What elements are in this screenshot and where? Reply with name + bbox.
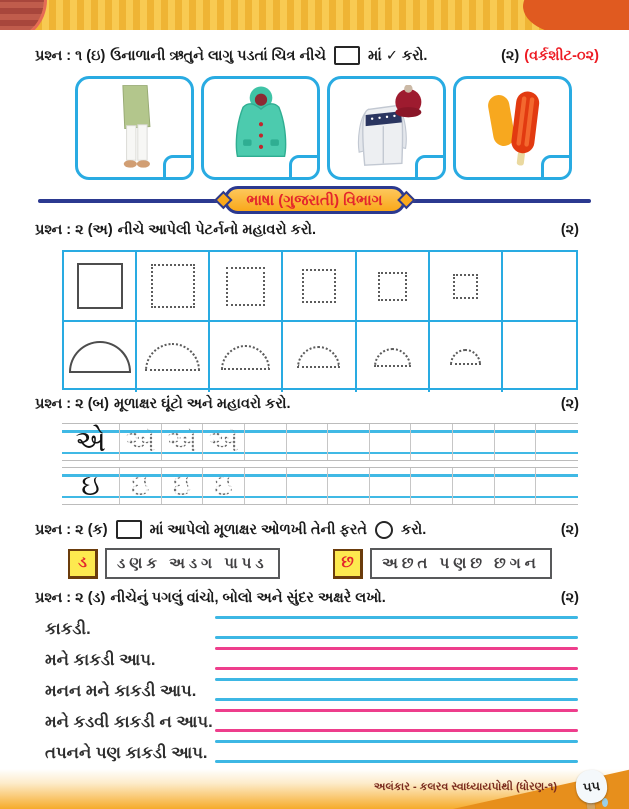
page-number-badge: ૫૫	[574, 768, 609, 805]
letter-dotted: ઇ	[130, 469, 150, 502]
pattern-cell-solid-square	[64, 252, 137, 322]
trace-cell-empty[interactable]	[287, 468, 329, 504]
option-checkbox[interactable]	[541, 155, 572, 180]
checkbox-glyph	[116, 520, 142, 539]
pattern-cell-empty[interactable]	[503, 322, 576, 392]
trace-cell-empty[interactable]	[453, 424, 495, 460]
trace-cell-dotted-letter[interactable]	[120, 424, 162, 460]
writing-line[interactable]	[215, 636, 578, 639]
trace-cell-dotted-letter[interactable]	[162, 424, 204, 460]
letter-group-da	[68, 548, 280, 579]
option-card-ice-candy	[453, 76, 572, 180]
trace-cell-empty[interactable]	[495, 424, 537, 460]
question-1-row	[35, 46, 599, 65]
sentence-text: મને કડવી કાકડી ન આપ.	[45, 713, 213, 731]
trace-cell-dotted-letter[interactable]	[162, 468, 204, 504]
trace-cell-solid-letter	[62, 424, 120, 460]
trace-cell-dotted-letter[interactable]	[203, 468, 245, 504]
question-2d-marks: (૨)	[560, 590, 579, 606]
key-letter-box: ડ	[68, 549, 98, 579]
writing-line[interactable]	[215, 678, 578, 681]
question-2c-marks: (૨)	[560, 521, 579, 538]
circle-glyph	[375, 521, 393, 539]
question-1-label: પ્રશ્ન : ૧ (ઇ)	[35, 47, 106, 64]
section-banner	[223, 186, 405, 214]
letter-dotted: ઇ	[214, 469, 233, 502]
pattern-cell-dotted-semicircle[interactable]	[283, 322, 356, 392]
question-1-text: ઉનાળાની ઋતુને લાગુ પડતાં ચિત્ર નીચે	[110, 47, 327, 64]
key-letter-box: છ	[333, 549, 363, 579]
question-2d-row	[35, 590, 579, 606]
ice-cream-drip-icon	[602, 798, 608, 807]
writing-line[interactable]	[215, 729, 578, 732]
writing-line[interactable]	[215, 709, 578, 712]
trace-cell-empty[interactable]	[370, 468, 412, 504]
writing-line[interactable]	[215, 647, 578, 650]
diamond-icon	[397, 191, 415, 209]
ice-candy-image	[482, 84, 544, 172]
question-1-marks: (૨)	[501, 47, 520, 64]
question-2d-label: પ્રશ્ન : ૨ (ડ)	[35, 590, 106, 606]
letter-dotted: એ	[125, 425, 156, 458]
option-card-kurta-pajama	[75, 76, 194, 180]
trace-cell-empty[interactable]	[370, 424, 412, 460]
option-checkbox[interactable]	[415, 155, 446, 180]
question-2a-marks: (૨)	[560, 222, 579, 238]
sentence-row	[45, 674, 578, 705]
orange-blob-decoration	[519, 0, 629, 30]
option-checkbox[interactable]	[289, 155, 320, 180]
pattern-cell-dotted-square[interactable]	[283, 252, 356, 322]
pattern-cell-dotted-square[interactable]	[137, 252, 210, 322]
question-2b-marks: (૨)	[560, 396, 579, 412]
trace-row-letter-1	[62, 423, 578, 461]
question-2a-label: પ્રશ્ન : ૨ (અ)	[35, 222, 113, 238]
pattern-cell-solid-semicircle	[64, 322, 137, 392]
pattern-cell-dotted-square[interactable]	[357, 252, 430, 322]
sentence-row	[45, 736, 578, 767]
worksheet-ref: (વર્કશીટ-૦૨)	[524, 47, 599, 64]
pattern-cell-dotted-semicircle[interactable]	[210, 322, 283, 392]
writing-line[interactable]	[215, 740, 578, 743]
writing-line[interactable]	[215, 698, 578, 701]
trace-cell-empty[interactable]	[453, 468, 495, 504]
striped-circle-decoration	[0, 0, 44, 30]
question-2a-row	[35, 222, 579, 238]
sentence-row	[45, 705, 578, 736]
letter-solid: એ	[75, 425, 106, 458]
footer	[0, 769, 629, 809]
question-2b-label: પ્રશ્ન : ૨ (બ)	[35, 396, 110, 412]
writing-line[interactable]	[215, 760, 578, 763]
question-1-text-after: માં ✓ કરો.	[368, 47, 428, 64]
pattern-cell-dotted-square[interactable]	[210, 252, 283, 322]
pattern-cell-dotted-semicircle[interactable]	[430, 322, 503, 392]
option-card-sweater	[327, 76, 446, 180]
trace-cell-empty[interactable]	[536, 424, 578, 460]
letter-dotted: એ	[208, 425, 239, 458]
sweater-and-cap-image	[348, 85, 426, 171]
trace-cell-empty[interactable]	[245, 468, 287, 504]
letter-solid: ઇ	[81, 469, 100, 502]
kurta-pajama-image	[107, 82, 163, 174]
sentence-text: મનન મને કાકડી આપ.	[45, 682, 197, 700]
trace-row-letter-2	[62, 467, 578, 505]
question-2c-text-after: કરો.	[400, 521, 427, 538]
top-decorative-band	[0, 0, 629, 30]
trace-cell-empty[interactable]	[328, 468, 370, 504]
question-2a-text: નીચે આપેલી પેટર્નનો મહાવરો કરો.	[117, 222, 317, 238]
option-card-raincoat	[201, 76, 320, 180]
words-box[interactable]: ડણક અડગ પાપડ	[105, 548, 280, 579]
writing-line[interactable]	[215, 667, 578, 670]
checkbox-glyph	[334, 46, 360, 65]
letter-dotted: એ	[166, 425, 198, 458]
trace-cell-empty[interactable]	[495, 468, 537, 504]
trace-cell-empty[interactable]	[536, 468, 578, 504]
pattern-cell-dotted-square[interactable]	[430, 252, 503, 322]
sentence-text: તપનને પણ કાકડી આપ.	[45, 744, 208, 762]
question-2d-text: નીચેનું પગલું વાંચો, બોલો અને સુંદર અક્ષરે લખો.	[110, 590, 386, 606]
sentence-text: મને કાકડી આપ.	[45, 651, 156, 669]
diamond-icon	[214, 191, 232, 209]
pattern-cell-empty[interactable]	[503, 252, 576, 322]
sentence-row	[45, 612, 578, 643]
question-2c-text: માં આપેલો મૂળાક્ષર ઓળખી તેની ફરતે	[149, 521, 367, 538]
question-2c-label: પ્રશ્ન : ૨ (ક)	[35, 521, 108, 538]
writing-line[interactable]	[215, 616, 578, 619]
section-title: ભાષા (ગુજરાતી) વિભાગ	[246, 191, 383, 209]
trace-cell-empty[interactable]	[245, 424, 287, 460]
question-2b-text: મૂળાક્ષર ઘૂંટો અને મહાવરો કરો.	[114, 396, 291, 412]
letter-dotted: ઇ	[172, 469, 192, 502]
sentence-text: કાકડી.	[45, 620, 91, 638]
question-2b-row	[35, 396, 579, 412]
question-1-options	[75, 76, 578, 180]
trace-cell-solid-letter	[62, 468, 120, 504]
trace-cell-empty[interactable]	[411, 424, 453, 460]
question-2c-row	[35, 520, 579, 539]
trace-cell-empty[interactable]	[328, 424, 370, 460]
pattern-cell-dotted-semicircle[interactable]	[357, 322, 430, 392]
raincoat-image	[228, 84, 294, 172]
trace-cell-empty[interactable]	[411, 468, 453, 504]
footer-book-title: અલંકાર - કલરવ સ્વાધ્યાયપોથી (ધોરણ-૧)	[373, 781, 557, 793]
pattern-practice-table	[62, 250, 578, 390]
option-checkbox[interactable]	[163, 155, 194, 180]
letter-group-chha	[333, 548, 552, 579]
pattern-cell-dotted-semicircle[interactable]	[137, 322, 210, 392]
sentence-row	[45, 643, 578, 674]
trace-cell-empty[interactable]	[287, 424, 329, 460]
trace-cell-dotted-letter[interactable]	[120, 468, 162, 504]
words-box[interactable]: અછત પણછ છગન	[370, 548, 552, 579]
trace-cell-dotted-letter[interactable]	[203, 424, 245, 460]
